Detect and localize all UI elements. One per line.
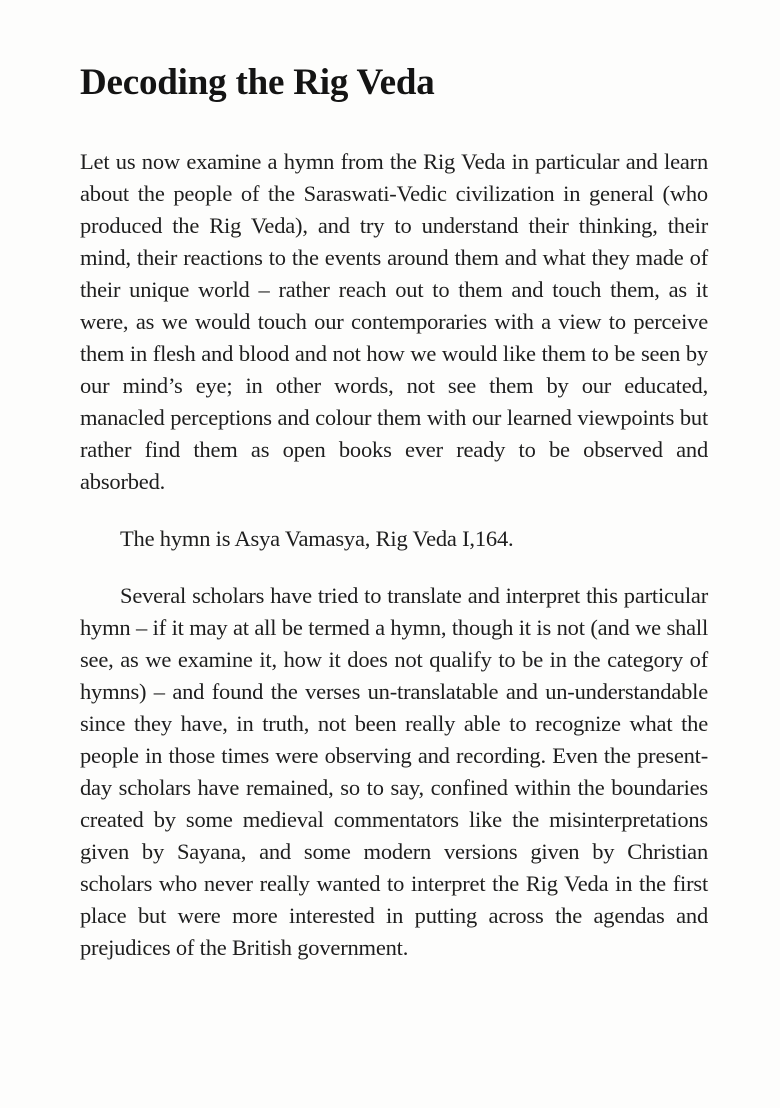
paragraph: Several scholars have tried to translate and interpret this particular hymn – if it may at all be termed a hymn, though it is not (and we shall see, as we examine it, how it does not qualify to be in the category of hymns) – and found the verses un-translatable and un-understandable since they have, in truth, not been really able to recognize what the people in those times were observing and recording. Even the present-day scholars have remained, so to say, confined within the boundaries created by some medieval commentators like the misinterpretations given by Sayana, and some modern versions given by Christian scholars who never really wanted to interpret the Rig Veda in the first place but were more interested in putting across the agendas and prejudices of the British government. [80,583,708,960]
paragraph: Let us now examine a hymn from the Rig Veda in particular and learn about the people of the Saraswati-Vedic civilization in general (who produced the Rig Veda), and try to understand their thinking, their mind, their reactions to the events around them and what they made of their unique world – rather reach out to them and touch them, as it were, as we would touch our contemporaries with a view to perceive them in flesh and blood and not how we would like them to be seen by our mind’s eye; in other words, not see them by our educated, manacled perceptions and colour them with our learned viewpoints but rather find them as open books ever ready to be observed and absorbed. [80,149,708,494]
page-content [80,146,708,964]
paragraph: The hymn is Asya Vamasya, Rig Veda I,164. [120,526,514,551]
page-title: Decoding the Rig Veda [80,62,435,103]
